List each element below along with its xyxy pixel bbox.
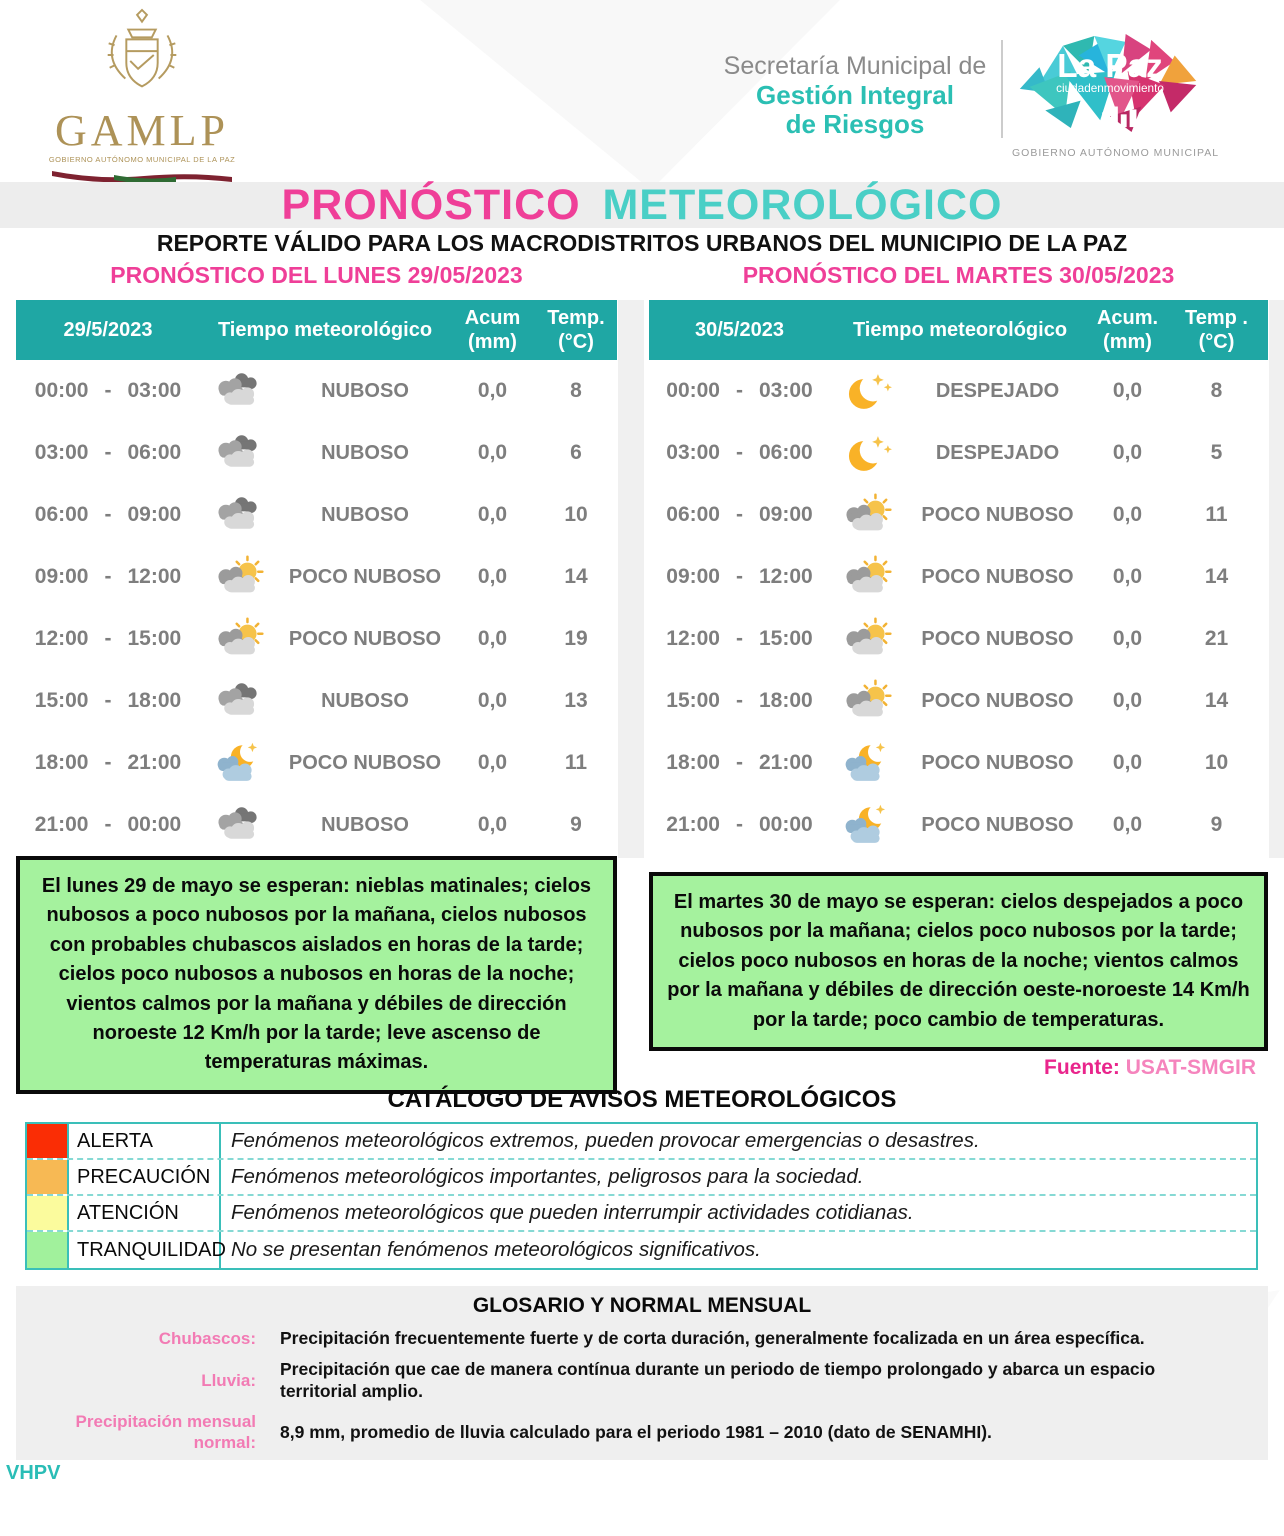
- time-from: 09:00: [34, 565, 89, 588]
- gamlp-crest-icon: [94, 8, 190, 106]
- glossary-definition: Precipitación frecuentemente fuerte y de corta duración, generalmente focalizada en un área específica.: [280, 1328, 1145, 1348]
- alert-level-label: ATENCIÓN: [69, 1196, 221, 1230]
- col-weather: Tiempo meteorológico: [852, 319, 1068, 341]
- forecast-row: [649, 484, 1268, 546]
- title-band: [0, 182, 1284, 228]
- time-range: [649, 503, 830, 527]
- time-range: [16, 751, 200, 775]
- alert-level-label: PRECAUCIÓN: [69, 1160, 221, 1194]
- temp-value: 8: [570, 379, 582, 402]
- alert-description: Fenómenos meteorológicos que pueden interrumpir actividades cotidianas.: [231, 1201, 914, 1224]
- acum-value: 0,0: [1112, 379, 1143, 402]
- time-from: 12:00: [34, 627, 89, 650]
- time-range: [16, 813, 200, 837]
- acum-value: 0,0: [1112, 565, 1143, 588]
- forecast-row: [16, 794, 617, 856]
- forecast-row: [16, 422, 617, 484]
- acum-value: 0,0: [477, 503, 508, 526]
- forecast-monday-header: [16, 300, 617, 360]
- temp-value: 14: [564, 565, 588, 588]
- clouds-icon: [200, 431, 280, 476]
- weather-condition: NUBOSO: [321, 503, 409, 526]
- glossary-entry: [16, 1358, 1268, 1402]
- temp-value: 5: [1210, 441, 1223, 464]
- time-from: 21:00: [666, 813, 720, 836]
- glossary-entries: [16, 1327, 1268, 1453]
- forecast-row: [649, 732, 1268, 794]
- alert-color-swatch: [27, 1160, 69, 1194]
- time-from: 06:00: [666, 503, 720, 526]
- col-acum: Acum (mm): [464, 307, 521, 353]
- sun-cloud-icon: [830, 493, 905, 538]
- time-range: [16, 379, 200, 403]
- time-to: 18:00: [759, 689, 813, 712]
- alert-description: No se presentan fenómenos meteorológicos significativos.: [231, 1238, 761, 1261]
- forecast-tuesday-header: [649, 300, 1268, 360]
- col-temp: Temp . (°C): [1185, 307, 1248, 353]
- time-dash: -: [104, 565, 112, 588]
- time-dash: -: [104, 813, 112, 836]
- page-title-part1: PRONÓSTICO: [281, 181, 581, 229]
- time-range: [649, 627, 830, 651]
- acum-value: 0,0: [477, 813, 508, 836]
- acum-value: 0,0: [477, 627, 508, 650]
- col-temp: Temp. (°C): [547, 307, 605, 353]
- time-to: 21:00: [127, 751, 182, 774]
- time-range: [16, 689, 200, 713]
- temp-value: 6: [570, 441, 582, 464]
- weather-condition: POCO NUBOSO: [288, 627, 442, 650]
- glossary-section: [16, 1286, 1268, 1460]
- time-to: 06:00: [127, 441, 182, 464]
- source-label: Fuente:: [1044, 1056, 1120, 1079]
- weather-condition: NUBOSO: [321, 689, 409, 712]
- time-range: [649, 565, 830, 589]
- glossary-term: Chubascos:: [158, 1328, 256, 1348]
- time-dash: -: [104, 379, 112, 402]
- forecast-monday-rows: [16, 360, 617, 856]
- catalog-row: [27, 1232, 1256, 1268]
- time-to: 12:00: [127, 565, 182, 588]
- alert-color-swatch: [27, 1232, 69, 1268]
- forecast-row: [16, 546, 617, 608]
- header-divider: [1001, 40, 1003, 138]
- catalog-row: [27, 1196, 1256, 1232]
- acum-value: 0,0: [1112, 813, 1143, 836]
- lapaz-tagline: ciudadenmovimiento: [1056, 81, 1164, 95]
- time-dash: -: [104, 441, 112, 464]
- weather-condition: NUBOSO: [321, 441, 409, 464]
- column-gap-strip: [618, 300, 644, 858]
- time-to: 06:00: [759, 441, 813, 464]
- time-range: [16, 441, 200, 465]
- forecast-row: [649, 608, 1268, 670]
- moon-cloud-icon: [830, 803, 905, 848]
- temp-value: 10: [564, 503, 588, 526]
- time-from: 15:00: [666, 689, 720, 712]
- weather-condition: POCO NUBOSO: [921, 503, 1074, 526]
- time-dash: -: [104, 751, 112, 774]
- forecast-monday-title: PRONÓSTICO DEL LUNES 29/05/2023: [110, 262, 523, 288]
- secretaria-line2: Gestión Integral: [756, 80, 954, 110]
- weather-condition: POCO NUBOSO: [921, 751, 1074, 774]
- time-dash: -: [736, 565, 743, 588]
- time-from: 18:00: [666, 751, 720, 774]
- acum-value: 0,0: [477, 689, 508, 712]
- gamlp-caption: GOBIERNO AUTÓNOMO MUNICIPAL DE LA PAZ: [48, 155, 236, 164]
- catalog-row: [27, 1160, 1256, 1196]
- lapaz-logo-icon: [1012, 26, 1208, 138]
- catalog-row: [27, 1124, 1256, 1160]
- forecast-tuesday-summary: El martes 30 de mayo se esperan: cielos despejados a poco nubosos por la mañana; cielos poco nubosos por la tarde; cielos poco nubosos en horas de la noche; vientos calmos por la mañana y débiles de dirección oeste-noroeste 14 Km/h por la tarde; poco cambio de temperaturas.: [649, 872, 1268, 1051]
- acum-value: 0,0: [1112, 503, 1143, 526]
- forecast-tuesday-rows: [649, 360, 1268, 856]
- weather-condition: POCO NUBOSO: [921, 813, 1074, 836]
- alert-level-label: TRANQUILIDAD: [69, 1232, 221, 1268]
- sun-cloud-icon: [200, 555, 280, 600]
- temp-value: 9: [1210, 813, 1223, 836]
- temp-value: 9: [570, 813, 582, 836]
- source-line: [1044, 1056, 1256, 1080]
- forecast-row: [16, 732, 617, 794]
- glossary-term: Lluvia:: [201, 1370, 256, 1390]
- temp-value: 8: [1210, 379, 1223, 402]
- time-from: 06:00: [34, 503, 89, 526]
- weather-condition: POCO NUBOSO: [288, 565, 442, 588]
- secretaria-line3: de Riesgos: [785, 109, 925, 139]
- glossary-definition: Precipitación que cae de manera contínua durante un periodo de tiempo prolongado y abarca un espacio territorial amplio.: [280, 1359, 1156, 1401]
- time-range: [649, 689, 830, 713]
- time-range: [16, 565, 200, 589]
- page-title-part2: METEOROLÓGICO: [602, 181, 1003, 229]
- time-from: 18:00: [34, 751, 89, 774]
- time-dash: -: [736, 379, 743, 402]
- time-to: 00:00: [127, 813, 182, 836]
- lapaz-name: La Paz: [1057, 48, 1163, 86]
- forecast-row: [649, 422, 1268, 484]
- time-to: 09:00: [127, 503, 182, 526]
- time-to: 15:00: [759, 627, 813, 650]
- time-to: 12:00: [759, 565, 813, 588]
- right-margin-strip: [1269, 300, 1284, 858]
- sun-cloud-icon: [830, 679, 905, 724]
- time-dash: -: [736, 813, 743, 836]
- time-dash: -: [736, 503, 743, 526]
- acum-value: 0,0: [1112, 441, 1143, 464]
- time-to: 03:00: [127, 379, 182, 402]
- alert-description: Fenómenos meteorológicos importantes, peligrosos para la sociedad.: [231, 1165, 864, 1188]
- catalog-table: [25, 1122, 1258, 1270]
- time-dash: -: [736, 441, 743, 464]
- temp-value: 19: [564, 627, 588, 650]
- col-date: 30/5/2023: [695, 319, 784, 341]
- gamlp-acronym: GAMLP: [54, 106, 230, 155]
- time-range: [16, 503, 200, 527]
- sun-cloud-icon: [830, 617, 905, 662]
- temp-value: 13: [564, 689, 588, 712]
- page-subtitle: REPORTE VÁLIDO PARA LOS MACRODISTRITOS URBANOS DEL MUNICIPIO DE LA PAZ: [156, 230, 1128, 256]
- acum-value: 0,0: [1112, 689, 1143, 712]
- time-to: 03:00: [759, 379, 813, 402]
- forecast-row: [16, 360, 617, 422]
- author-initials: VHPV: [6, 1462, 61, 1484]
- weather-condition: POCO NUBOSO: [921, 689, 1074, 712]
- moon-stars-icon: [830, 369, 905, 414]
- forecast-monday-summary: El lunes 29 de mayo se esperan: nieblas matinales; cielos nubosos a poco nubosos por la mañana, cielos nubosos con probables chubascos aislados en horas de la tarde; cielos poco nubosos a nubosos en horas de la noche; vientos calmos por la mañana y débiles de dirección noroeste 12 Km/h por la tarde; leve ascenso de temperaturas máximas.: [16, 856, 617, 1094]
- forecast-row: [649, 670, 1268, 732]
- forecast-row: [649, 360, 1268, 422]
- gamlp-logo: [42, 8, 242, 187]
- glossary-entry: [16, 1411, 1268, 1453]
- temp-value: 10: [1204, 751, 1229, 774]
- time-from: 03:00: [666, 441, 720, 464]
- clouds-icon: [200, 803, 280, 848]
- time-to: 18:00: [127, 689, 182, 712]
- glossary-title: GLOSARIO Y NORMAL MENSUAL: [472, 1294, 812, 1317]
- acum-value: 0,0: [1112, 627, 1143, 650]
- clouds-icon: [200, 493, 280, 538]
- weather-condition: POCO NUBOSO: [921, 565, 1074, 588]
- time-range: [649, 751, 830, 775]
- forecast-tuesday: [649, 262, 1268, 1051]
- time-to: 00:00: [759, 813, 813, 836]
- sun-cloud-icon: [830, 555, 905, 600]
- temp-value: 11: [1205, 503, 1228, 526]
- source-value: USAT-SMGIR: [1125, 1056, 1256, 1079]
- col-date: 29/5/2023: [63, 319, 153, 341]
- time-from: 00:00: [666, 379, 720, 402]
- moon-cloud-icon: [200, 741, 280, 786]
- forecast-row: [16, 484, 617, 546]
- clouds-icon: [200, 369, 280, 414]
- time-dash: -: [736, 627, 743, 650]
- alert-color-swatch: [27, 1124, 69, 1158]
- time-to: 15:00: [127, 627, 182, 650]
- acum-value: 0,0: [477, 441, 508, 464]
- weather-condition: POCO NUBOSO: [921, 627, 1074, 650]
- time-from: 09:00: [666, 565, 720, 588]
- weather-condition: NUBOSO: [321, 379, 409, 402]
- time-from: 21:00: [34, 813, 89, 836]
- time-dash: -: [104, 689, 112, 712]
- weather-condition: POCO NUBOSO: [288, 751, 442, 774]
- time-range: [649, 379, 830, 403]
- time-range: [649, 813, 830, 837]
- weather-condition: DESPEJADO: [935, 379, 1060, 402]
- time-range: [16, 627, 200, 651]
- acum-value: 0,0: [1112, 751, 1143, 774]
- time-dash: -: [104, 627, 112, 650]
- alert-description: Fenómenos meteorológicos extremos, pueden provocar emergencias o desastres.: [231, 1129, 980, 1152]
- col-acum: Acum. (mm): [1096, 307, 1159, 353]
- alert-level-label: ALERTA: [69, 1124, 221, 1158]
- time-to: 09:00: [759, 503, 813, 526]
- acum-value: 0,0: [477, 565, 508, 588]
- lapaz-logo: [1012, 26, 1220, 159]
- time-from: 00:00: [34, 379, 89, 402]
- forecast-row: [16, 608, 617, 670]
- moon-cloud-icon: [830, 741, 905, 786]
- moon-stars-icon: [830, 431, 905, 476]
- gamlp-ribbon-icon: [50, 166, 234, 182]
- forecast-row: [16, 670, 617, 732]
- secretaria-block: [720, 52, 990, 139]
- time-from: 12:00: [666, 627, 720, 650]
- temp-value: 14: [1204, 689, 1229, 712]
- time-from: 15:00: [34, 689, 89, 712]
- col-weather: Tiempo meteorológico: [217, 319, 433, 341]
- weather-condition: DESPEJADO: [935, 441, 1060, 464]
- temp-value: 21: [1204, 627, 1229, 650]
- alert-color-swatch: [27, 1196, 69, 1230]
- glossary-entry: [16, 1327, 1268, 1349]
- glossary-term: Precipitación mensual normal:: [75, 1412, 256, 1452]
- time-dash: -: [736, 751, 743, 774]
- forecast-monday: [16, 262, 617, 1094]
- forecast-row: [649, 546, 1268, 608]
- time-dash: -: [736, 689, 743, 712]
- catalog-title: CATÁLOGO DE AVISOS METEOROLÓGICOS: [387, 1086, 897, 1113]
- forecast-tuesday-title: PRONÓSTICO DEL MARTES 30/05/2023: [742, 262, 1175, 288]
- time-to: 21:00: [759, 751, 813, 774]
- time-dash: -: [104, 503, 112, 526]
- temp-value: 14: [1204, 565, 1229, 588]
- forecast-row: [649, 794, 1268, 856]
- secretaria-line1: Secretaría Municipal de: [723, 52, 987, 80]
- sun-cloud-icon: [200, 617, 280, 662]
- time-from: 03:00: [34, 441, 89, 464]
- lapaz-caption: GOBIERNO AUTÓNOMO MUNICIPAL: [1012, 147, 1220, 159]
- glossary-definition: 8,9 mm, promedio de lluvia calculado para el periodo 1981 – 2010 (dato de SENAMHI).: [280, 1422, 992, 1442]
- time-range: [649, 441, 830, 465]
- weather-condition: NUBOSO: [321, 813, 409, 836]
- temp-value: 11: [564, 751, 588, 774]
- acum-value: 0,0: [477, 379, 508, 402]
- acum-value: 0,0: [477, 751, 508, 774]
- clouds-icon: [200, 679, 280, 724]
